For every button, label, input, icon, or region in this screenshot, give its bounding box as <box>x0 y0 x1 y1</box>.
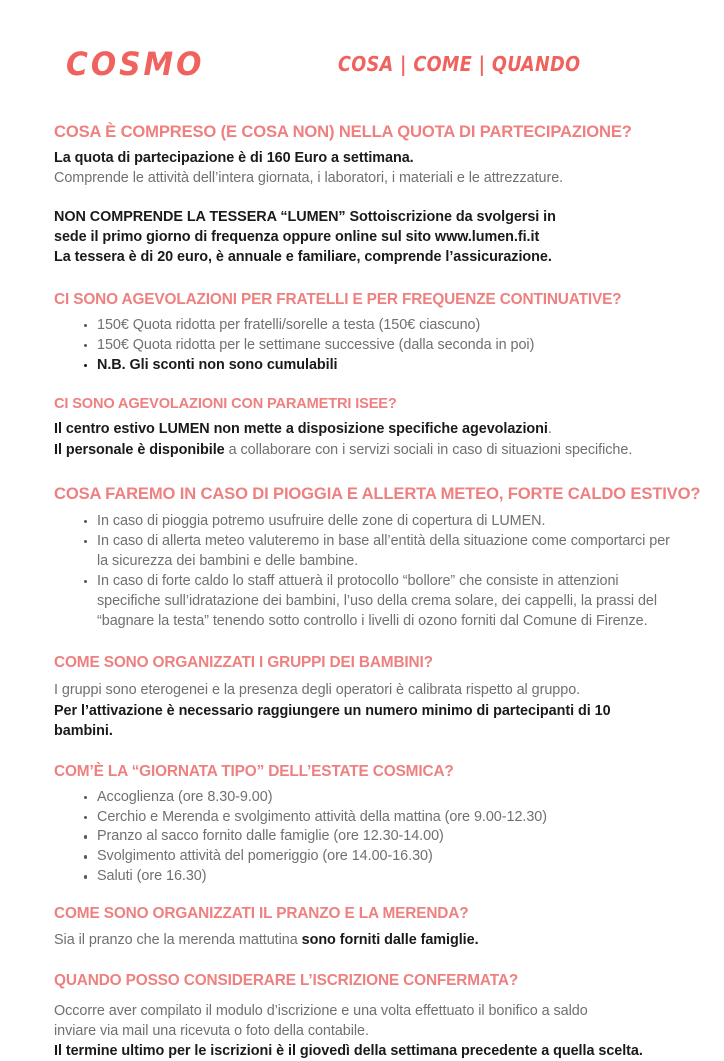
list-item: Svolgimento attività del pomeriggio (ore 14.00-16.30) <box>84 847 672 867</box>
faq-heading-pranzo: COME SONO ORGANIZZATI IL PRANZO E LA MERENDA? <box>54 905 469 923</box>
faq-heading-fratelli: CI SONO AGEVOLAZIONI PER FRATELLI E PER FREQUENZE CONTINUATIVE? <box>54 291 622 309</box>
faq-answer-line: Il termine ultimo per le iscrizioni è il giovedì della settimana precedente a quella scelta. <box>54 1043 643 1060</box>
list-item: 150€ Quota ridotta per le settimane successive (dalla seconda in poi) <box>84 336 672 356</box>
faq-answer-line: I gruppi sono eterogenei e la presenza degli operatori è calibrata rispetto al gruppo. <box>54 682 581 699</box>
list-item: In caso di pioggia potremo usufruire delle zone di copertura di LUMEN. <box>84 512 672 532</box>
faq-section-quota <box>54 122 672 267</box>
faq-heading-iscrizione: QUANDO POSSO CONSIDERARE L’ISCRIZIONE CONFERMATA? <box>54 972 519 990</box>
faq-answer-line: sede il primo giorno di frequenza oppure online sul sito www.lumen.fi.it <box>54 228 540 245</box>
answer-plain-part: Sia il pranzo che la merenda mattutina <box>54 932 302 949</box>
faq-section-isee <box>54 396 672 460</box>
faq-section-fratelli <box>54 291 672 376</box>
faq-section-giornata <box>54 763 672 887</box>
faq-answer-line <box>54 440 672 460</box>
list-item: Accoglienza (ore 8.30-9.00) <box>84 788 672 808</box>
faq-answer-line: Occorre aver compilato il modulo d’iscrizione e una volta effettuato il bonifico a saldo <box>54 1003 588 1020</box>
faq-heading-gruppi: COME SONO ORGANIZZATI I GRUPPI DEI BAMBINI? <box>54 653 433 671</box>
faq-bullet-list <box>54 788 672 888</box>
document-masthead <box>54 0 672 108</box>
list-item: In caso di forte caldo lo staff attuerà il protocollo “bollore” che consiste in attenzioni specifiche sull’idratazione dei bambini, l’uso della crema solare, dei cappelli, la prassi del “bagnare la testa” tenendo sotto controllo i livelli di ozono forniti dal Comune di Firenze. <box>84 572 672 632</box>
faq-answer-line: NON COMPRENDE LA TESSERA “LUMEN” Sottoiscrizione da svolgersi in <box>54 208 556 225</box>
faq-section-iscrizione <box>54 972 672 1061</box>
list-item: Cerchio e Merenda e svolgimento attività della mattina (ore 9.00-12.30) <box>84 808 672 828</box>
faq-bullet-list <box>54 316 672 376</box>
list-item: 150€ Quota ridotta per fratelli/sorelle a testa (150€ ciascuno) <box>84 316 672 336</box>
tagline: COSA | COME | QUANDO <box>338 52 581 76</box>
faq-answer-line: La tessera è di 20 euro, è annuale e familiare, comprende l’assicurazione. <box>54 248 552 265</box>
answer-plain-part: a collaborare con i servizi sociali in caso di situazioni specifiche. <box>224 441 633 458</box>
faq-heading-giornata: COM’È LA “GIORNATA TIPO” DELL’ESTATE COSMICA? <box>54 762 454 780</box>
answer-bold-part: Il personale è disponibile <box>54 441 225 458</box>
faq-heading-isee: CI SONO AGEVOLAZIONI CON PARAMETRI ISEE? <box>54 395 397 412</box>
faq-section-pranzo <box>54 905 672 950</box>
faq-heading-meteo: COSA FAREMO IN CASO DI PIOGGIA E ALLERTA METEO, FORTE CALDO ESTIVO? <box>54 483 701 503</box>
list-item: In caso di allerta meteo valuteremo in base all’entità della situazione come comportarci per la sicurezza dei bambini e delle bambine. <box>84 532 672 572</box>
faq-bullet-list <box>54 512 672 632</box>
faq-answer-line: La quota di partecipazione è di 160 Euro a settimana. <box>54 150 414 167</box>
faq-answer-line <box>54 930 672 950</box>
faq-answer-line <box>54 419 672 439</box>
faq-heading-quota: COSA È COMPRESO (E COSA NON) NELLA QUOTA DI PARTECIPAZIONE? <box>54 122 632 141</box>
faq-section-meteo <box>54 483 701 632</box>
faq-answer-line: Per l’attivazione è necessario raggiungere un numero minimo di partecipanti di 10 bambini. <box>54 702 611 739</box>
cosmo-logo: COSMO <box>66 45 205 83</box>
answer-bold-part: sono forniti dalle famiglie. <box>301 932 479 949</box>
faq-section-gruppi <box>54 654 672 741</box>
faq-answer-line: inviare via mail una ricevuta o foto della contabile. <box>54 1023 369 1040</box>
list-item: Pranzo al sacco fornito dalle famiglie (ore 12.30-14.00) <box>84 827 672 847</box>
answer-bold-part: Il centro estivo LUMEN non mette a disposizione specifiche agevolazioni <box>54 421 548 438</box>
faq-answer-line: Comprende le attività dell’intera giornata, i laboratori, i materiali e le attrezzature. <box>54 170 564 187</box>
list-item: Saluti (ore 16.30) <box>84 867 672 887</box>
faq-content <box>54 108 701 1061</box>
list-item: N.B. Gli sconti non sono cumulabili <box>84 356 672 376</box>
answer-plain-part: . <box>547 421 552 438</box>
